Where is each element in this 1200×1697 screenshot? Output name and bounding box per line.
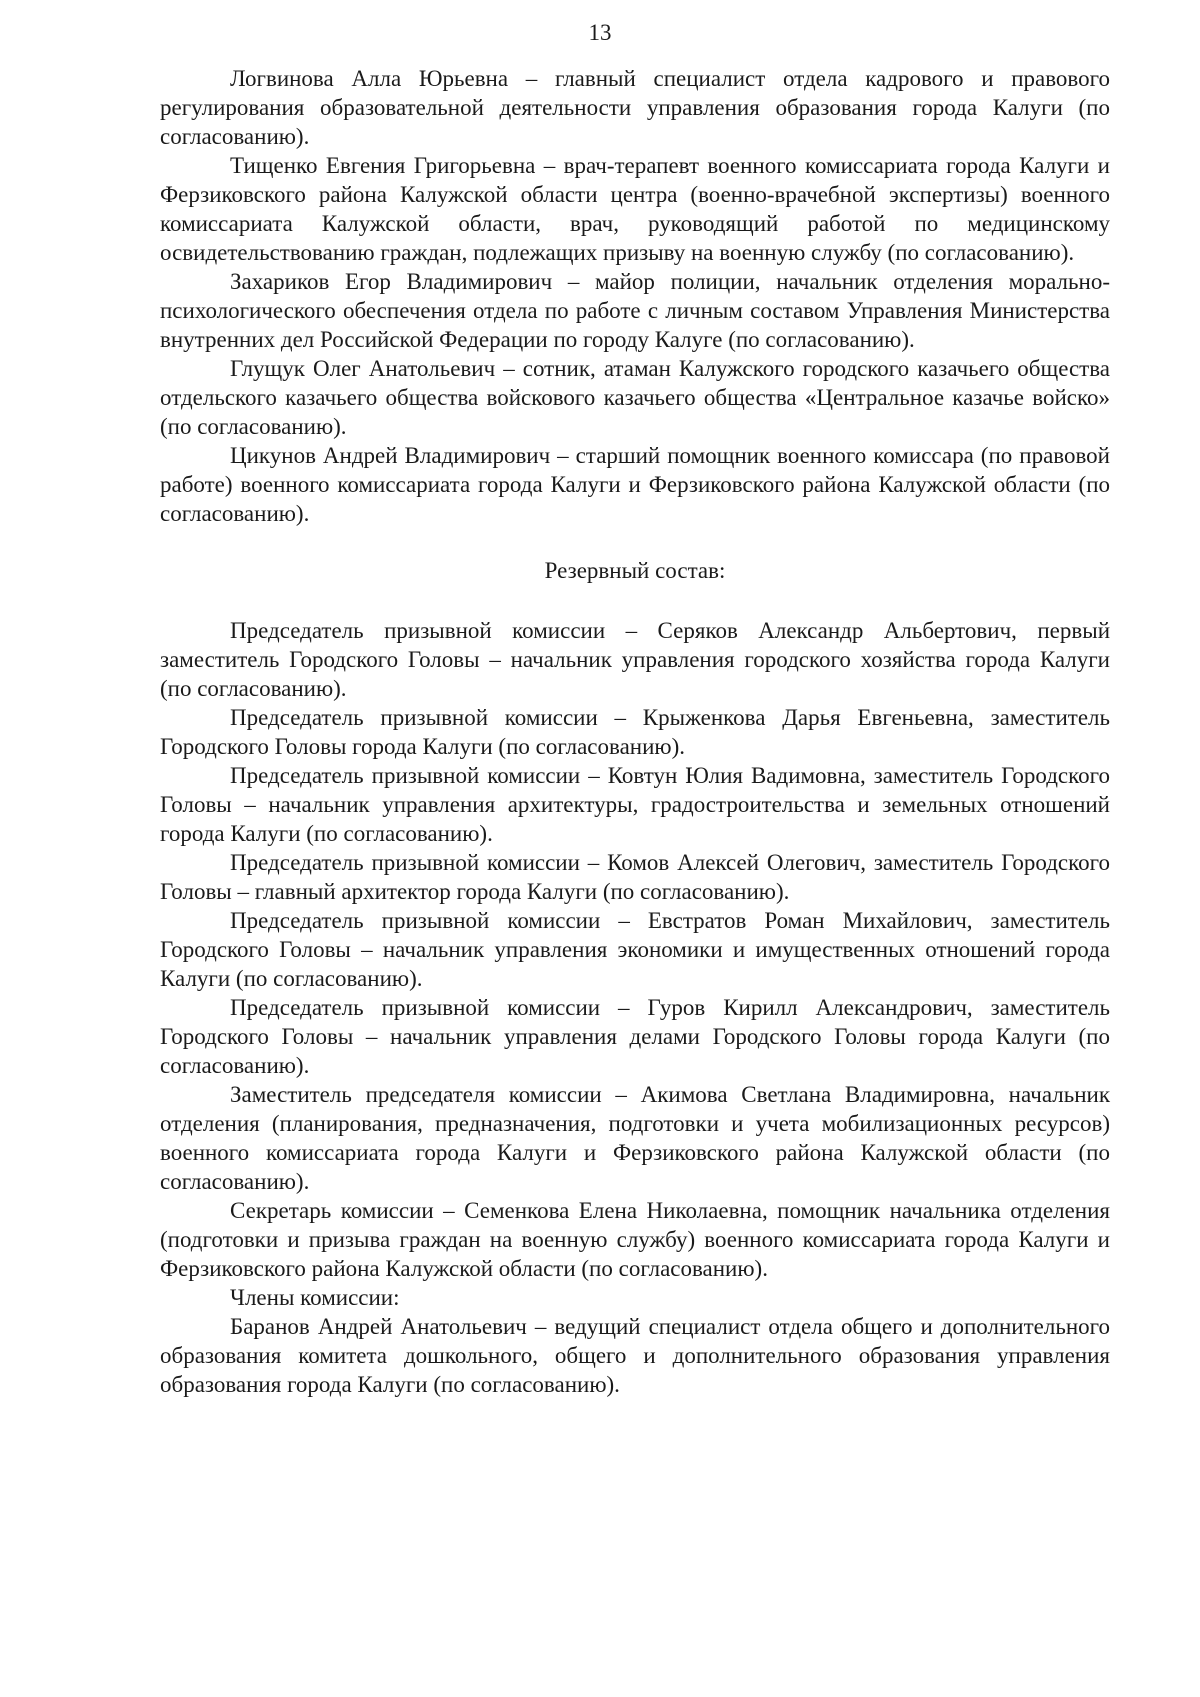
- paragraph-gurov: Председатель призывной комиссии – Гуров Кирилл Александрович, заместитель Городского Головы – начальник управления делами Городского Головы города Калуги (по согласованию).: [160, 995, 1110, 1078]
- paragraph-logvinova: Логвинова Алла Юрьевна – главный специалист отдела кадрового и правового регулирования образовательной деятельности управления образования города Калуги (по согласованию).: [160, 66, 1110, 149]
- commission-members-label: Члены комиссии:: [230, 1285, 400, 1310]
- paragraph-akimova: Заместитель председателя комиссии – Акимова Светлана Владимировна, начальник отделения (планирования, предназначения, подготовки и учета мобилизационных ресурсов) военного комиссариата города Калуги и Ферзиковского района Калужской области (по согласованию).: [160, 1082, 1110, 1194]
- paragraph-evstratov: Председатель призывной комиссии – Евстратов Роман Михайлович, заместитель Городского Головы – начальник управления экономики и имущественных отношений города Калуги (по согласованию).: [160, 908, 1110, 991]
- paragraph-tsikunov: Цикунов Андрей Владимирович – старший помощник военного комиссара (по правовой работе) военного комиссариата города Калуги и Ферзиковского района Калужской области (по согласованию).: [160, 443, 1110, 526]
- page-number: 13: [588, 20, 612, 45]
- paragraph-kovtun: Председатель призывной комиссии – Ковтун Юлия Вадимовна, заместитель Городского Головы – начальник управления архитектуры, градостроительства и земельных отношений города Калуги (по согласованию).: [160, 763, 1110, 846]
- paragraph-komov: Председатель призывной комиссии – Комов Алексей Олегович, заместитель Городского Головы – главный архитектор города Калуги (по согласованию).: [160, 850, 1110, 904]
- reserve-section-heading: Резервный состав:: [544, 558, 726, 583]
- paragraph-glushchuk: Глущук Олег Анатольевич – сотник, атаман Калужского городского казачьего общества отдельского казачьего общества войскового казачьего общества «Центральное казачье войско» (по согласованию).: [160, 356, 1110, 439]
- paragraph-tishchenko: Тищенко Евгения Григорьевна – врач-терапевт военного комиссариата города Калуги и Ферзиковского района Калужской области центра (военно-врачебной экспертизы) военного комиссариата Калужской области, врач, руководящий работой по медицинскому освидетельствованию граждан, подлежащих призыву на военную службу (по согласованию).: [160, 153, 1110, 265]
- paragraph-kryzhenkova: Председатель призывной комиссии – Крыженкова Дарья Евгеньевна, заместитель Городского Головы города Калуги (по согласованию).: [160, 705, 1110, 759]
- paragraph-semenkova: Секретарь комиссии – Семенкова Елена Николаевна, помощник начальника отделения (подготовки и призыва граждан на военную службу) военного комиссариата города Калуги и Ферзиковского района Калужской области (по согласованию).: [160, 1198, 1110, 1281]
- paragraph-baranov: Баранов Андрей Анатольевич – ведущий специалист отдела общего и дополнительного образования комитета дошкольного, общего и дополнительного образования управления образования города Калуги (по согласованию).: [160, 1314, 1110, 1397]
- paragraph-seryakov: Председатель призывной комиссии – Серяков Александр Альбертович, первый заместитель Городского Головы – начальник управления городского хозяйства города Калуги (по согласованию).: [160, 618, 1110, 701]
- document-body: [160, 64, 1110, 1399]
- paragraph-zakharikov: Захариков Егор Владимирович – майор полиции, начальник отделения морально-психологического обеспечения отдела по работе с личным составом Управления Министерства внутренних дел Российской Федерации по городу Калуге (по согласованию).: [160, 269, 1110, 352]
